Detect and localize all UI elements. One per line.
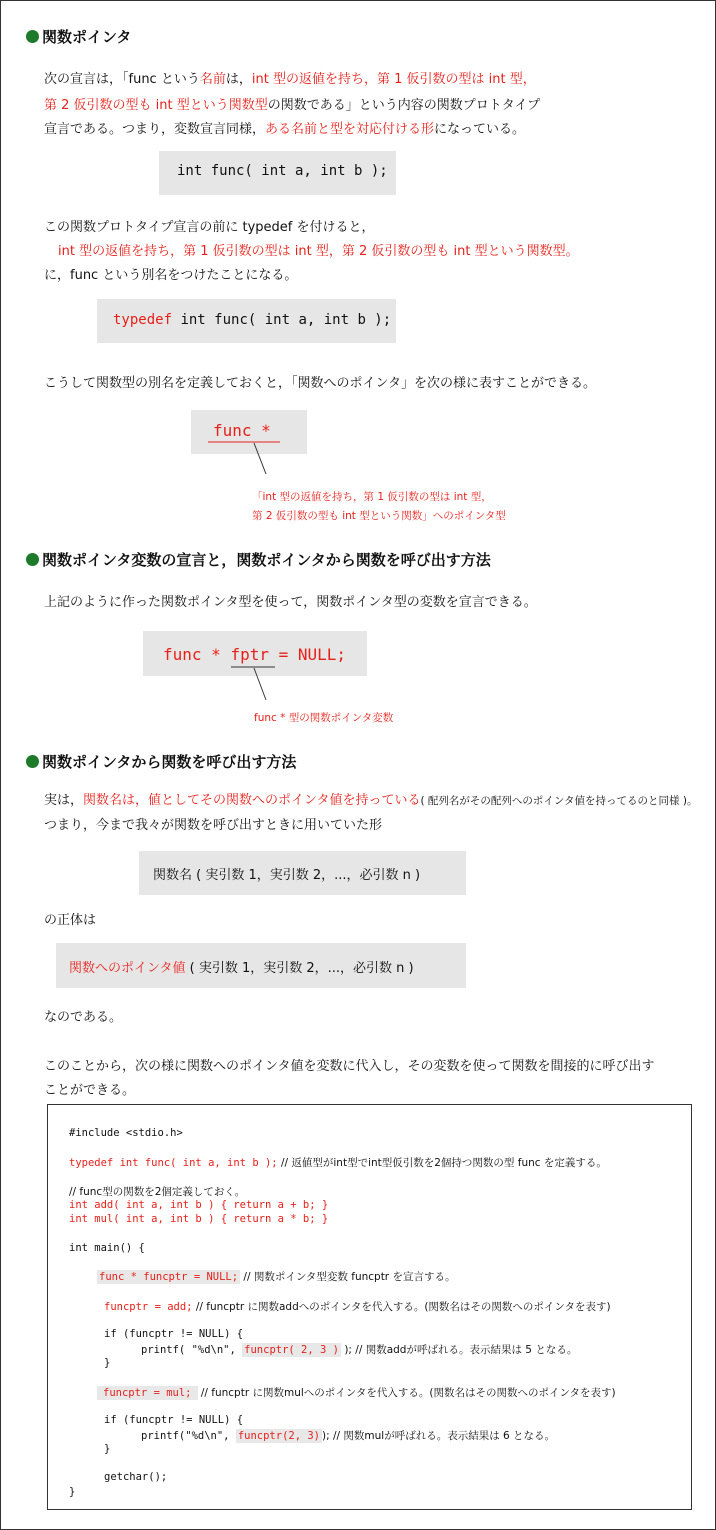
paragraph-line: このことから，次の様に関数へのポインタ値を変数に代入し，その変数を使って関数を間接的に呼び出す xyxy=(44,1059,655,1074)
annotation-line-1: 「int 型の返値を持ち，第 1 仮引数の型は int 型， xyxy=(252,491,492,503)
paragraph-line: 第 2 仮引数の型も int 型という関数型の関数である」という内容の関数プロトタイプ xyxy=(44,98,541,113)
paragraph-line: つまり，今まで我々が関数を呼び出すときに用いていた形 xyxy=(44,818,383,833)
code-line-if-2: if (funcptr != NULL) { xyxy=(104,1414,244,1426)
code-line-main: int main() { xyxy=(69,1242,145,1254)
code-line-if-1: if (funcptr != NULL) { xyxy=(104,1328,244,1340)
code-line-typedef: typedef int func( int a, int b ); // 返値型がint型でint型仮引数を2個持つ関数の型 func を定義する。 xyxy=(69,1157,607,1169)
code-line-add: int add( int a, int b ) { return a + b; } xyxy=(69,1199,329,1211)
code-line-mul: int mul( int a, int b ) { return a * b; } xyxy=(69,1213,329,1225)
paragraph-line: に，func という別名をつけたことになる。 xyxy=(44,268,298,283)
paragraph-line: この関数プロトタイプ宣言の前に typedef を付けると， xyxy=(44,220,375,235)
pointer-call-text: 関数へのポインタ値 ( 実引数 1，実引数 2，...，必引数 n ) xyxy=(69,961,414,976)
code-line-printf-2: printf("%d\n", funcptr(2, 3) ); // 関数mulが呼ばれる。表示結果は 6 となる。 xyxy=(141,1430,556,1442)
code-line-close-main: } xyxy=(69,1486,76,1498)
leader-line-fptr xyxy=(254,668,266,700)
call-form-text: 関数名 ( 実引数 1，実引数 2，...，必引数 n ) xyxy=(153,868,421,883)
code-line-declare-funcptr: func * funcptr = NULL; // 関数ポインタ型変数 funcptr を宣言する。 xyxy=(99,1271,456,1283)
paragraph-line: こうして関数型の別名を定義しておくと，「関数へのポインタ」を次の様に表すことができる。 xyxy=(44,376,596,391)
code-prototype: int func( int a, int b ); xyxy=(177,163,388,179)
code-line-comment: // func型の関数を2個定義しておく。 xyxy=(69,1186,246,1198)
paragraph-line: ことができる。 xyxy=(44,1083,136,1098)
code-line-getchar: getchar(); xyxy=(104,1471,168,1483)
section-heading-calling: 関数ポインタから関数を呼び出す方法 xyxy=(26,751,296,772)
paragraph-line: 宣言である。つまり，変数宣言同様，ある名前と型を対応付ける形になっている。 xyxy=(44,122,526,137)
code-line-include: #include <stdio.h> xyxy=(69,1127,183,1139)
paragraph-line: 次の宣言は，「func という名前は，int 型の返値を持ち，第 1 仮引数の型は int 型， xyxy=(44,72,536,87)
code-typedef: typedef int func( int a, int b ); xyxy=(113,312,392,328)
code-line-assign-mul: funcptr = mul; // funcptr に関数mulへのポインタを代入する。(関数名はその関数へのポインタを表す) xyxy=(97,1385,616,1400)
code-line-close-1: } xyxy=(104,1357,111,1369)
code-func-pointer-type: func * xyxy=(213,421,271,440)
paragraph-line: の正体は xyxy=(44,913,97,928)
annotation-fptr: func * 型の関数ポインタ変数 xyxy=(254,712,394,724)
paragraph-line: 実は，関数名は，値としてその関数へのポインタ値を持っている( 配列名がその配列へのポインタ値を持ってるのと同様 )。 xyxy=(44,793,698,808)
paragraph-line-red: int 型の返値を持ち，第 1 仮引数の型は int 型，第 2 仮引数の型も int 型という関数型。 xyxy=(58,244,579,259)
code-fptr-declaration: func * fptr = NULL; xyxy=(163,645,347,664)
section-heading-function-pointer: 関数ポインタ xyxy=(26,26,131,47)
paragraph-line: 上記のように作った関数ポインタ型を使って，関数ポインタ型の変数を宣言できる。 xyxy=(44,595,537,610)
section-heading-variable-declaration: 関数ポインタ変数の宣言と，関数ポインタから関数を呼び出す方法 xyxy=(26,549,491,570)
code-line-close-2: } xyxy=(104,1443,111,1455)
code-line-assign-add: funcptr = add; // funcptr に関数addへのポインタを代入する。(関数名はその関数へのポインタを表す) xyxy=(104,1301,611,1313)
code-line-printf-1: printf( "%d\n", funcptr( 2, 3 ) ); // 関数addが呼ばれる。表示結果は 5 となる。 xyxy=(141,1344,578,1356)
annotation-line-2: 第 2 仮引数の型も int 型という関数」へのポインタ型 xyxy=(252,510,506,522)
paragraph-line: なのである。 xyxy=(44,1010,123,1025)
leader-line-func-pointer xyxy=(254,443,266,474)
